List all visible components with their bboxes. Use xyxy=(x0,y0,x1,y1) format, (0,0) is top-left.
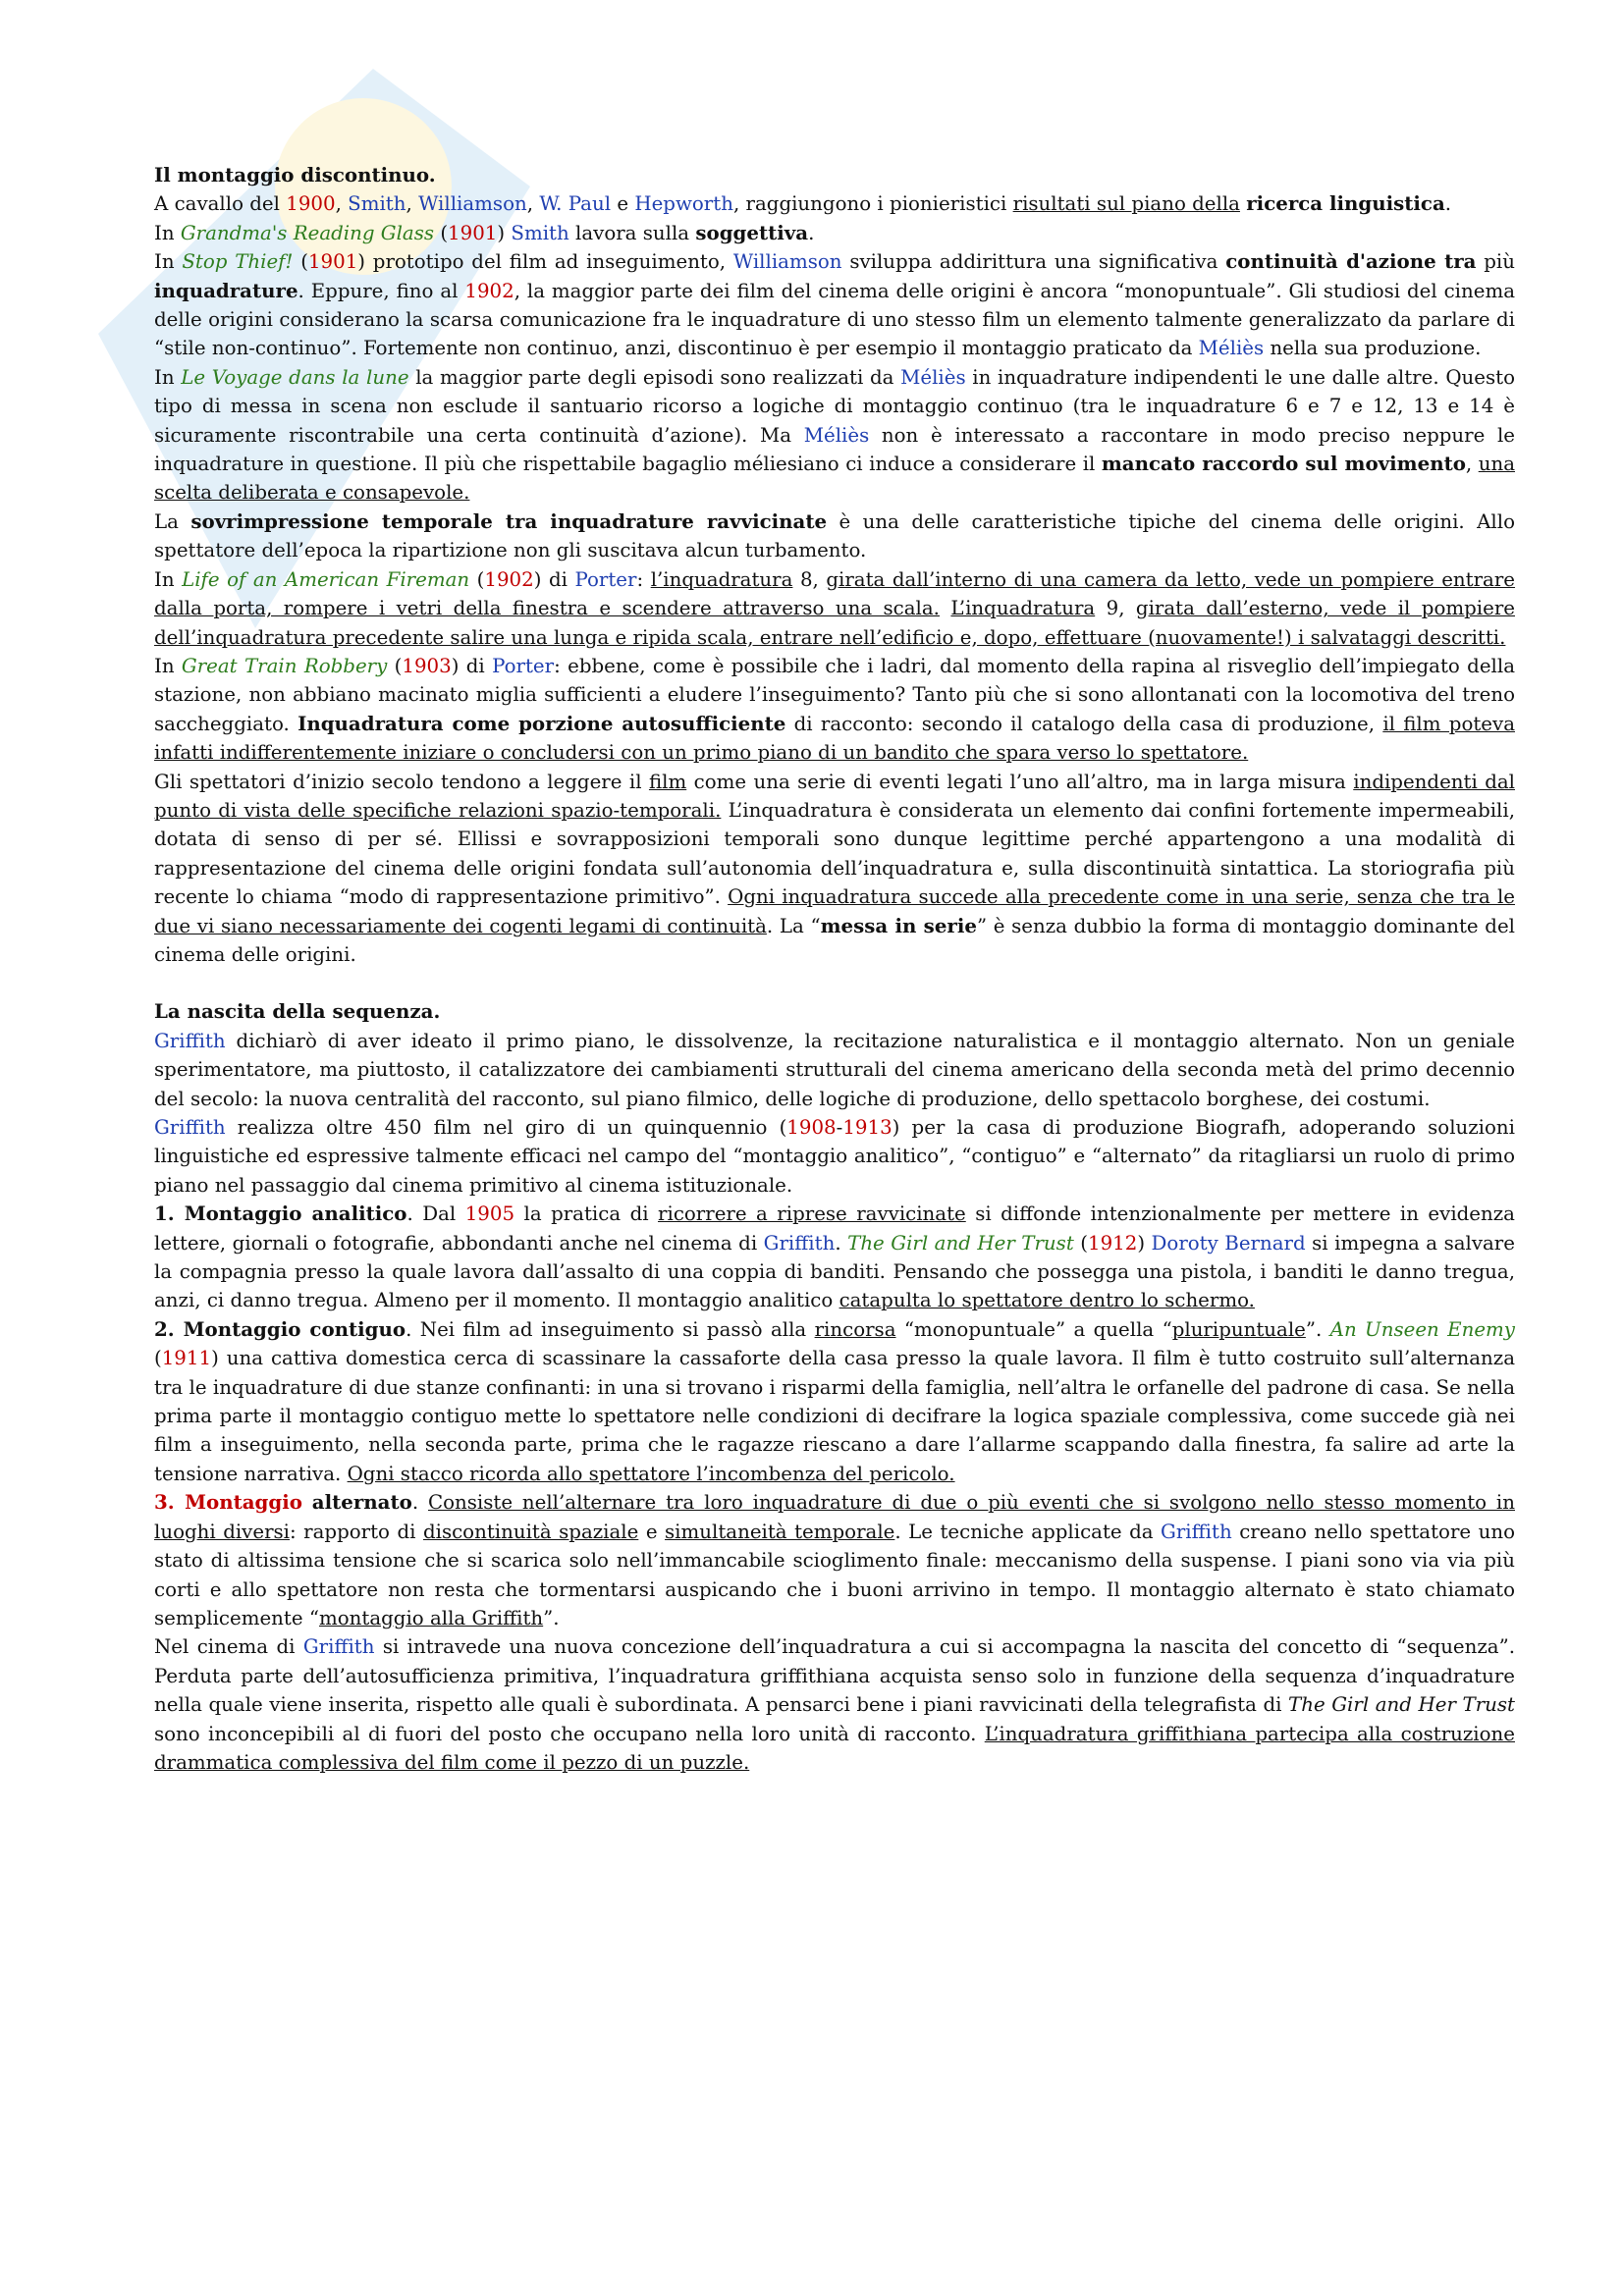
text-run: ) una cattiva domestica cerca di scassinare la cassaforte della casa presso la quale lavora. Il film è tutto costruito sull’alternanza tra le inquadrature di due stanze confinanti: in una si trovano i risparmi della famiglia, nell’altra le orfanelle del padrone di casa. Se nella prima parte il montaggio contiguo mette lo spettatore nelle condizioni di decifrare la logica spaziale complessiva, come succede già nei film a inseguimento, nella seconda parte, prima che le ragazze riescano a dare l’allarme scappando dalla finestra, fa salire ad arte la tensione narrativa. xyxy=(154,1347,1515,1485)
text-run: . xyxy=(808,221,815,244)
text-run: risultati sul piano della xyxy=(1012,192,1240,216)
text-run: 2. Montaggio contiguo xyxy=(154,1316,406,1341)
text-run: . xyxy=(1444,192,1452,216)
text-run: : xyxy=(636,567,651,591)
text-run: Life of an American Fireman xyxy=(182,567,470,591)
text-run: ( xyxy=(434,221,449,244)
text-run: in inquadrature indipendenti le une dalle altre. Questo tipo di messa in scena non esclude il santuario ricorso a logiche di montaggio continuo (tra le inquadrature 6 e 7 e 12, 13 e 14 è sicuramente riscontrabile una certa continuità d’azione). Ma xyxy=(154,365,1515,447)
text-run: Porter xyxy=(492,654,555,677)
text-run: In xyxy=(154,250,183,274)
text-run: la maggior parte degli episodi sono realizzati da xyxy=(408,365,901,389)
text-run: 1901 xyxy=(448,221,498,244)
text-run: ) prototipo del film ad inseguimento, xyxy=(357,250,733,274)
text-run: In xyxy=(154,365,182,389)
text-run: Porter xyxy=(574,567,637,591)
text-run: 1905 xyxy=(464,1202,515,1226)
text-run: Consiste nell’alternare tra loro inquadrature di due o più eventi che si svolgono nello stesso momento in luoghi diversi xyxy=(154,1491,1515,1543)
text-run: . Le tecniche applicate da xyxy=(894,1520,1162,1543)
text-run: Grandma's Reading Glass xyxy=(180,221,435,244)
text-run: , xyxy=(335,192,349,216)
text-run: L’inquadratura xyxy=(950,597,1096,620)
text-run xyxy=(940,597,950,619)
text-run: è una delle caratteristiche tipiche del cinema delle origini. Allo spettatore dell’epoca la ripartizione non gli suscitava alcun turbamento. xyxy=(154,509,1515,562)
text-run: Méliès xyxy=(803,423,870,447)
text-run: 1911 xyxy=(161,1347,212,1370)
text-run: 1903 xyxy=(402,654,452,677)
text-run: inquadrature xyxy=(154,278,298,302)
text-run: creano nello spettatore uno stato di altissima tensione che si scarica solo nell’immancabile scioglimento finale: meccanismo della suspense. I piani sono via via più corti e allo spettatore non resta che tormentarsi auspicando che i buoni arrivino in tempo. Il montaggio alternato è stato chiamato semplicemente “ xyxy=(154,1520,1515,1629)
text-run: ( xyxy=(293,250,308,274)
text-run: girata dall’interno di una camera da letto, vede un pompiere entrare dalla porta, rompere i vetri della finestra e scendere attraverso una scala. xyxy=(154,567,1516,620)
paragraph xyxy=(154,565,1515,652)
text-run: Griffith xyxy=(154,1116,226,1139)
text-run: Méliès xyxy=(900,365,966,389)
text-run: Méliès xyxy=(1198,337,1265,360)
text-run: Ogni inquadratura succede alla precedente come in una serie, senza che tra le due vi siano necessariamente dei cogenti legami di continuità xyxy=(154,885,1515,937)
paragraph xyxy=(154,507,1515,565)
text-run: ( xyxy=(1073,1231,1088,1255)
text-run: soggettiva xyxy=(695,220,809,244)
text-run: ) per la casa di produzione Biografh, adoperando soluzioni linguistiche ed espressive talmente efficaci nel campo del “montaggio analitico”, “contiguo” e “alternato” da ritagliarsi un ruolo di primo piano nel passaggio dal cinema primitivo al cinema istituzionale. xyxy=(154,1116,1515,1197)
text-run: sono inconcepibili al di fuori del posto che occupano nella loro unità di racconto. xyxy=(154,1722,985,1745)
text-run: ) xyxy=(1137,1231,1152,1255)
text-run: , raggiungono i pionieristici xyxy=(732,192,1013,216)
paragraph xyxy=(154,1632,1515,1777)
text-run: - xyxy=(836,1116,843,1139)
text-run: Doroty Bernard xyxy=(1151,1231,1306,1255)
text-run: Griffith xyxy=(763,1231,836,1255)
text-run: Nel cinema di xyxy=(154,1635,303,1659)
paragraph xyxy=(154,1027,1515,1113)
text-run: e xyxy=(611,192,635,216)
text-run: In xyxy=(154,221,181,244)
text-run: : rapporto di xyxy=(290,1520,423,1543)
text-run: . La “ xyxy=(766,914,821,937)
text-run: film xyxy=(648,770,687,793)
text-run: si diffonde intenzionalmente per mettere in evidenza lettere, giornali o fotografie, abbondanti anche nel cinema di xyxy=(154,1202,1515,1255)
text-run: Smith xyxy=(348,192,406,216)
text-run: girata dall’esterno, vede il pompiere dell’inquadratura precedente salire una lunga e ripida scala, entrare nell’edificio e, dopo, effettuare (nuovamente!) i salvataggi descritti. xyxy=(154,597,1515,649)
text-run: 1902 xyxy=(464,279,514,302)
text-run: la pratica di xyxy=(514,1202,659,1226)
text-run: 1908 xyxy=(786,1116,837,1139)
text-run: 1901 xyxy=(307,250,358,274)
text-run: discontinuità spaziale xyxy=(422,1520,639,1543)
text-run: Griffith xyxy=(1161,1520,1232,1543)
text-run: come una serie di eventi legati l’uno all’altro, ma in larga misura xyxy=(686,770,1354,793)
text-run: il film poteva infatti indifferentemente iniziare o concludersi con un primo piano di un bandito che spara verso lo spettatore. xyxy=(154,712,1515,765)
text-run: ricerca linguistica xyxy=(1246,191,1445,216)
text-run: ” è senza dubbio la forma di montaggio dominante del cinema delle origini. xyxy=(154,914,1515,966)
paragraph xyxy=(154,247,1515,363)
text-run: Gli spettatori d’inizio secolo tendono a leggere il xyxy=(154,770,649,793)
paragraph xyxy=(154,1113,1515,1200)
text-run: L’inquadratura griffithiana partecipa alla costruzione drammatica complessiva del film come il pezzo di un puzzle. xyxy=(154,1722,1515,1774)
text-run xyxy=(302,1491,312,1514)
text-run: 1902 xyxy=(484,567,534,591)
paragraph xyxy=(154,1315,1515,1488)
document-body xyxy=(154,161,1515,1777)
text-run: Griffith xyxy=(154,1029,226,1052)
paragraph xyxy=(154,1200,1515,1315)
text-run: Williamson xyxy=(418,192,527,216)
text-run: “monopuntuale” a quella “ xyxy=(895,1317,1172,1341)
text-run: alternato xyxy=(311,1490,412,1515)
text-run: ) di xyxy=(451,654,493,677)
text-run: ) xyxy=(497,221,512,244)
text-run: sviluppa addirittura una significativa xyxy=(841,250,1226,274)
text-run: Williamson xyxy=(732,250,842,274)
section-title: Il montaggio discontinuo. xyxy=(154,163,436,187)
text-run: L’inquadratura è considerata un elemento dai confini fortemente impermeabili, dotata di senso di per sé. Ellissi e sovrapposizioni temporali sono dunque legittime perché appartengono a una modalità di rappresentazione del cinema delle origini fondata sull’autonomia dell’inquadratura e, sulla discontinuità sintattica. La storiografia più recente lo chiama “modo di rappresentazione primitivo”. xyxy=(154,798,1515,909)
paragraph xyxy=(154,768,1515,970)
text-run: nella sua produzione. xyxy=(1264,337,1482,360)
text-run: lavora sulla xyxy=(568,221,696,244)
text-run: mancato raccordo sul movimento xyxy=(1101,452,1466,476)
text-run: Griffith xyxy=(302,1635,375,1659)
text-run: , xyxy=(406,192,419,216)
text-run: Le Voyage dans la lune xyxy=(181,365,409,389)
text-run: 1912 xyxy=(1087,1231,1138,1255)
text-run: 1900 xyxy=(286,192,336,216)
text-run: ( xyxy=(469,567,485,591)
text-run: indipendenti dal punto di vista delle specifiche relazioni spazio-temporali. xyxy=(154,770,1515,822)
text-run: simultaneità temporale xyxy=(665,1520,895,1543)
text-run: più xyxy=(1476,250,1515,274)
text-run: : ebbene, come è possibile che i ladri, dal momento della rapina al risveglio dell’impiegato della stazione, non abbiano macinato miglia sufficienti a eludere l’inseguimento? Tanto più che si sono allontanati con la locomotiva del treno saccheggiato. xyxy=(154,654,1515,735)
text-run: The Girl and Her Trust xyxy=(847,1231,1074,1255)
text-run: ricorrere a riprese ravvicinate xyxy=(658,1202,966,1226)
text-run: ( xyxy=(154,1347,162,1370)
text-run: . Eppure, fino al xyxy=(298,279,465,302)
text-run: Smith xyxy=(511,221,569,244)
section-title: La nascita della sequenza. xyxy=(154,999,441,1024)
text-run: . Nei film ad inseguimento si passò alla xyxy=(406,1317,815,1341)
text-run: catapulta lo spettatore dentro lo schermo. xyxy=(839,1289,1255,1312)
text-run: si intravede una nuova concezione dell’inquadratura a cui si accompagna la nascita del concetto di “sequenza”. Perduta parte dell’autosufficienza primitiva, l’inquadratura griffithiana acquista senso solo in funzione della sequenza d’inquadrature nella quale viene inserita, rispetto alle quali è subordinata. A pensarci bene i piani ravvicinati della telegrafista di xyxy=(154,1635,1515,1717)
text-run: , xyxy=(1465,453,1479,476)
text-run: , xyxy=(526,192,540,216)
paragraph xyxy=(154,219,1515,247)
text-run: sovrimpressione temporale tra inquadrature ravvicinate xyxy=(190,508,828,533)
text-run: Hepworth xyxy=(634,192,733,216)
text-run: messa in serie xyxy=(820,913,977,937)
text-run: si impegna a salvare la compagnia presso la quale lavora dall’assalto di una coppia di banditi. Pensando che possegga una pistola, i banditi le danno tregua, anzi, ci danno tregua. Almeno per il momento. Il montaggio analitico xyxy=(154,1231,1515,1312)
text-run: non è interessato a raccontare in modo preciso neppure le inquadrature in questione. Il più che rispettabile bagaglio méliesiano ci induce a considerare il xyxy=(154,423,1516,476)
text-run: In xyxy=(154,654,182,677)
text-run: . xyxy=(411,1491,428,1515)
text-run: 8, xyxy=(792,567,827,591)
text-run: 3. Montaggio xyxy=(154,1490,302,1515)
paragraph xyxy=(154,189,1515,218)
text-run: Great Train Robbery xyxy=(181,654,388,677)
text-run: 9, xyxy=(1095,597,1136,620)
text-run: Ogni stacco ricorda allo spettatore l’incombenza del pericolo. xyxy=(347,1462,955,1485)
text-run: rincorsa xyxy=(814,1317,896,1341)
text-run: 1. Montaggio analitico xyxy=(154,1201,407,1226)
text-run: Inquadratura come porzione autosufficiente xyxy=(298,711,786,735)
text-run: La xyxy=(154,509,191,533)
text-run: e xyxy=(638,1520,666,1543)
text-run: The Girl and Her Trust xyxy=(1288,1693,1515,1717)
text-run: , la maggior parte dei film del cinema delle origini è ancora “monopuntuale”. Gli studiosi del cinema delle origini considerano la scarsa comunicazione fra le inquadrature di uno stesso film un elemento talmente generalizzato da parlare di “stile non-continuo”. Fortemente non continuo, anzi, discontinuo è per esempio il montaggio praticato da xyxy=(154,279,1515,360)
text-run: l’inquadratura xyxy=(650,567,793,591)
text-run: dichiarò di aver ideato il primo piano, le dissolvenze, la recitazione naturalistica e il montaggio alternato. Non un geniale sperimentatore, ma piuttosto, il catalizzatore dei cambiamenti strutturali del cinema americano della seconda metà del primo decennio del secolo: la nuova centralità del racconto, sul piano filmico, delle logiche di produzione, dello spettacolo borghese, dei costumi. xyxy=(154,1029,1515,1110)
paragraph xyxy=(154,1488,1515,1632)
text-run: montaggio alla Griffith xyxy=(318,1606,544,1629)
text-run: continuità d'azione tra xyxy=(1225,249,1477,274)
text-run: una scelta deliberata e consapevole. xyxy=(154,453,1515,505)
text-run: An Unseen Enemy xyxy=(1329,1317,1515,1341)
text-run: . Dal xyxy=(406,1202,465,1226)
text-run: In xyxy=(154,567,183,591)
text-run: W. Paul xyxy=(539,192,612,216)
text-run: A cavallo del xyxy=(154,192,287,216)
text-run: Stop Thief! xyxy=(182,250,294,274)
paragraph xyxy=(154,363,1515,507)
paragraph xyxy=(154,652,1515,768)
text-run: ”. xyxy=(1305,1317,1330,1341)
text-run: pluripuntuale xyxy=(1171,1317,1306,1341)
text-run: . xyxy=(835,1231,848,1255)
section-gap xyxy=(154,969,1515,997)
text-run: ) di xyxy=(533,567,575,591)
text-run: ”. xyxy=(543,1606,560,1629)
text-run: realizza oltre 450 film nel giro di un quinquennio ( xyxy=(225,1116,787,1139)
text-run: ( xyxy=(387,654,403,677)
text-run: 1913 xyxy=(842,1116,893,1139)
text-run: di racconto: secondo il catalogo della casa di produzione, xyxy=(785,712,1383,735)
